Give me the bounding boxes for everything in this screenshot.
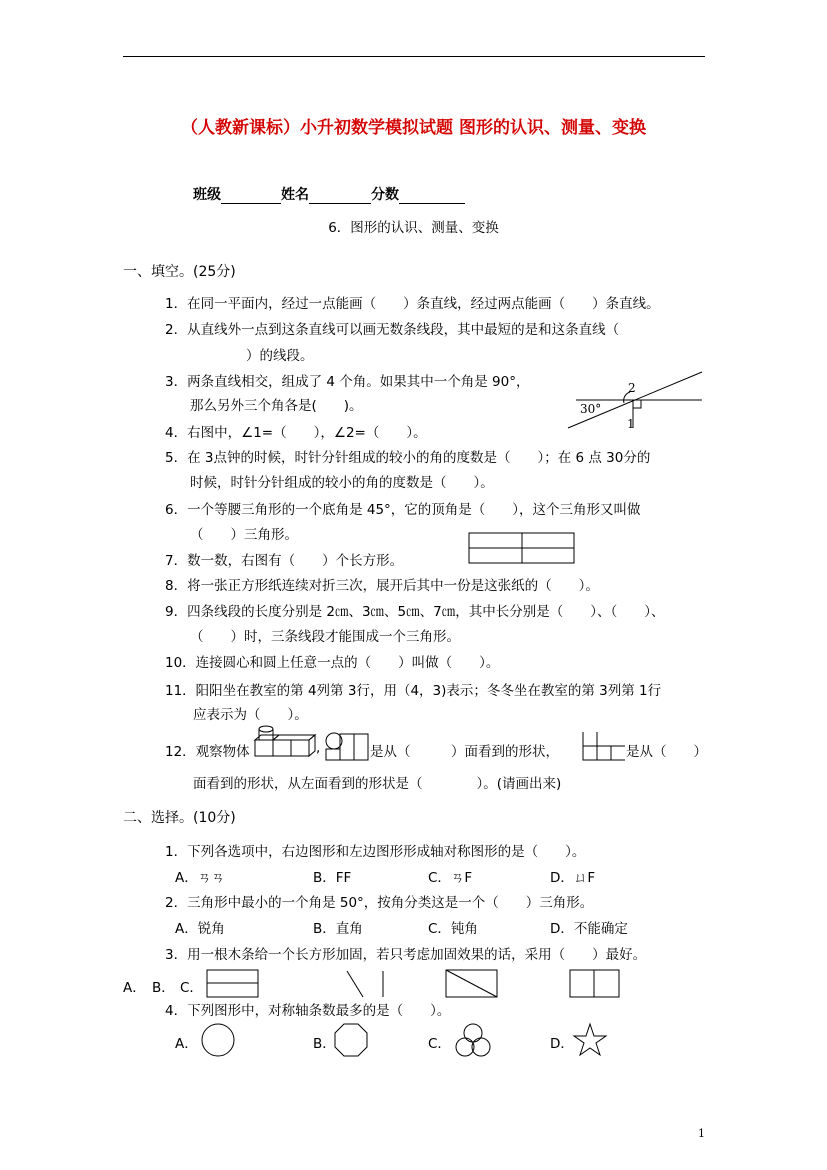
q8-line: 8．将一张正方形纸连续对折三次，展开后其中一份是这张纸的（ ）。 bbox=[165, 578, 599, 594]
star-shape-icon bbox=[572, 1022, 608, 1058]
view-figure-1 bbox=[324, 731, 372, 761]
choice-q2-option-a[interactable]: A．锐角 bbox=[175, 921, 225, 937]
page-title: （人教新课标）小升初数学模拟试题 图形的认识、测量、变换 bbox=[181, 118, 646, 138]
q12-line-cont: 面看到的形状，从左面看到的形状是（ ）。(请画出来) bbox=[193, 776, 562, 792]
header-rule bbox=[123, 56, 705, 57]
choice-q3-option-b[interactable]: B． bbox=[152, 980, 175, 996]
name-label: 姓名 bbox=[281, 187, 309, 203]
q2-line-cont: ）的线段。 bbox=[192, 348, 314, 364]
brace-rect-figure-d bbox=[569, 969, 623, 999]
choice-q2-option-c[interactable]: C．钝角 bbox=[428, 921, 478, 937]
section1-heading: 一、填空。(25分) bbox=[123, 264, 236, 280]
q4-line: 4．右图中，∠1=（ ），∠2=（ ）。 bbox=[165, 425, 427, 441]
student-info bbox=[193, 184, 465, 204]
section-subtitle: 6．图形的认识、测量、变换 bbox=[328, 220, 499, 236]
class-label: 班级 bbox=[193, 187, 221, 203]
angle-label: 30° bbox=[580, 402, 602, 416]
q6-line-cont: （ ）三角形。 bbox=[190, 527, 298, 543]
brace-rect-figure-b bbox=[345, 969, 387, 999]
right-angle-mark bbox=[633, 400, 641, 408]
q12-line: 12．观察物体 bbox=[165, 744, 250, 760]
class-blank[interactable] bbox=[221, 189, 281, 204]
octagon-shape-icon bbox=[333, 1022, 369, 1058]
three-circles-shape-icon bbox=[452, 1022, 494, 1058]
brace-rect-figure-c bbox=[445, 969, 499, 999]
angle-2-label: 2 bbox=[628, 381, 636, 395]
circle-shape-icon bbox=[200, 1022, 236, 1058]
choice-q4: 4．下列图形中，对称轴条数最多的是（ ）。 bbox=[165, 1003, 451, 1019]
q3-line-cont: 那么另外三个角各是( )。 bbox=[190, 398, 363, 414]
q9-line: 9．四条线段的长度分别是 2㎝、3㎝、5㎝、7㎝，其中长分别是（ ）、（ ）、 bbox=[165, 604, 665, 620]
cube-object-figure bbox=[253, 724, 317, 760]
q3-line: 3．两条直线相交，组成了 4 个角。如果其中一个角是 90°， bbox=[165, 374, 530, 390]
choice-q1-option-c[interactable]: C．ㄢF bbox=[428, 870, 473, 886]
q11-line-cont: 应表示为（ ）。 bbox=[193, 707, 308, 723]
q12-line-part3: 是从（ ） bbox=[626, 744, 707, 760]
section2-heading: 二、选择。(10分) bbox=[123, 810, 236, 826]
q12-line-part2: 是从（ ）面看到的形状， bbox=[370, 744, 559, 760]
q5-line: 5．在 3点钟的时候，时针分针组成的较小的角的度数是（ ）；在 6 点 30分的 bbox=[165, 450, 651, 466]
q2-line: 2．从直线外一点到这条直线可以画无数条线段，其中最短的是和这条直线（ bbox=[165, 322, 620, 338]
choice-q4-option-d[interactable]: D． bbox=[550, 1036, 574, 1052]
choice-q4-option-b[interactable]: B． bbox=[313, 1036, 336, 1052]
choice-q3-option-a[interactable]: A． bbox=[123, 980, 146, 996]
q1-line: 1．在同一平面内，经过一点能画（ ）条直线，经过两点能画（ ）条直线。 bbox=[165, 296, 660, 312]
score-label: 分数 bbox=[371, 187, 399, 203]
brace-rect-figure-a bbox=[206, 969, 260, 999]
view-figure-2 bbox=[581, 731, 627, 761]
angle-1-label: 1 bbox=[627, 417, 635, 431]
q9-line-cont: （ ）时，三条线段才能围成一个三角形。 bbox=[190, 629, 460, 645]
score-blank[interactable] bbox=[399, 189, 465, 204]
name-blank[interactable] bbox=[309, 189, 371, 204]
choice-q1-option-a[interactable]: A．ㄢㄢ bbox=[175, 870, 225, 886]
choice-q1-option-b[interactable]: B．FF bbox=[313, 870, 352, 886]
q11-line: 11．阳阳坐在教室的第 4列第 3行，用（4，3)表示；冬冬坐在教室的第 3列第 1行 bbox=[165, 683, 662, 699]
rectangles-figure bbox=[468, 532, 576, 564]
choice-q4-option-a[interactable]: A． bbox=[175, 1036, 198, 1052]
intersecting-lines-figure bbox=[560, 370, 710, 432]
page-number: 1 bbox=[698, 1127, 705, 1140]
choice-q2-option-d[interactable]: D．不能确定 bbox=[550, 921, 628, 937]
choice-q4-option-c[interactable]: C． bbox=[428, 1036, 451, 1052]
choice-q1-option-d[interactable]: D．ㄩF bbox=[550, 870, 596, 886]
q5-line-cont: 时候，时针分针组成的较小的角的度数是（ ）。 bbox=[190, 475, 494, 491]
choice-q3-option-c[interactable]: C． bbox=[180, 980, 203, 996]
choice-q3: 3．用一根木条给一个长方形加固，若只考虑加固效果的话，采用（ ）最好。 bbox=[165, 947, 647, 963]
comma-sep: , bbox=[316, 740, 321, 756]
q7-line: 7．数一数，右图有（ ）个长方形。 bbox=[165, 553, 404, 569]
q10-line: 10．连接圆心和圆上任意一点的（ ）叫做（ ）。 bbox=[165, 655, 500, 671]
choice-q2-option-b[interactable]: B．直角 bbox=[313, 921, 363, 937]
choice-q2: 2．三角形中最小的一个角是 50°，按角分类这是一个（ ）三角形。 bbox=[165, 895, 594, 911]
choice-q1: 1．下列各选项中，右边图形和左边图形形成轴对称图形的是（ ）。 bbox=[165, 844, 586, 860]
q6-line: 6．一个等腰三角形的一个底角是 45°，它的顶角是（ ），这个三角形又叫做 bbox=[165, 502, 641, 518]
